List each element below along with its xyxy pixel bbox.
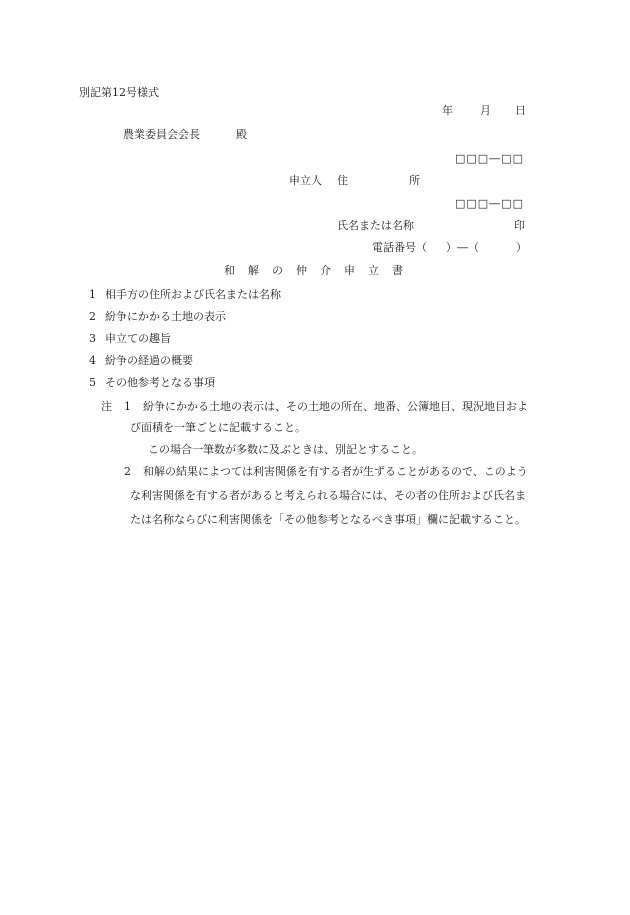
- addressee-honorific: 殿: [236, 128, 247, 141]
- note-1-line-3: この場合一筆数が多数に及ぶときは、別記とすること。: [148, 443, 423, 456]
- date-year: 年: [442, 104, 453, 117]
- item-text: 紛争にかかる土地の表示: [105, 310, 226, 323]
- phone-close: ）: [516, 241, 527, 254]
- note-number: 2: [124, 465, 131, 478]
- applicant-label: 申立人: [289, 174, 322, 187]
- date-day: 日: [515, 104, 526, 117]
- note-1-line-1: 紛争にかかる土地の表示は、その土地の所在、地番、公簿地目、現況地目およ: [143, 400, 528, 413]
- item-number: 3: [89, 332, 96, 345]
- addressee-title: 農業委員会会長: [123, 128, 200, 141]
- postal-code-1: □□□―□□: [455, 152, 524, 165]
- title-char: 和: [224, 264, 235, 277]
- name-label: 氏名または名称: [337, 219, 414, 232]
- form-label: 別記第12号様式: [79, 86, 159, 99]
- notes-label: 注: [101, 400, 112, 413]
- title-char: 書: [392, 264, 403, 277]
- document-title: [224, 264, 416, 278]
- title-char: の: [272, 264, 283, 277]
- item-text: 相手方の住所および氏名または名称: [105, 288, 281, 301]
- phone-label: 電話番号（: [372, 241, 427, 254]
- item-number: 1: [89, 288, 96, 301]
- title-char: 解: [248, 264, 259, 277]
- item-number: 5: [89, 376, 96, 389]
- item-text: その他参考となる事項: [105, 376, 215, 389]
- title-char: 立: [368, 264, 379, 277]
- note-1-line-2: び面積を一筆ごとに記載すること。: [130, 421, 306, 434]
- item-text: 紛争の経過の概要: [105, 354, 193, 367]
- address-label-2: 所: [409, 174, 420, 187]
- title-char: 申: [344, 264, 355, 277]
- title-char: 介: [320, 264, 331, 277]
- address-label-1: 住: [337, 174, 348, 187]
- item-number: 4: [89, 354, 96, 367]
- date-month: 月: [480, 104, 491, 117]
- note-2-line-3: たは名称ならびに利害関係を「その他参考となるべき事項」欄に記載すること。: [130, 513, 526, 526]
- note-number: 1: [124, 400, 131, 413]
- phone-separator: ）―（: [446, 241, 479, 254]
- item-number: 2: [89, 310, 96, 323]
- title-char: 仲: [296, 264, 307, 277]
- seal-mark: 印: [514, 219, 525, 232]
- note-2-line-2: な利害関係を有する者があると考えられる場合には、その者の住所および氏名ま: [130, 489, 526, 502]
- item-text: 申立ての趣旨: [105, 332, 171, 345]
- postal-code-2: □□□―□□: [455, 197, 524, 210]
- note-2-line-1: 和解の結果によつては利害関係を有する者が生ずることがあるので、このよう: [143, 465, 528, 478]
